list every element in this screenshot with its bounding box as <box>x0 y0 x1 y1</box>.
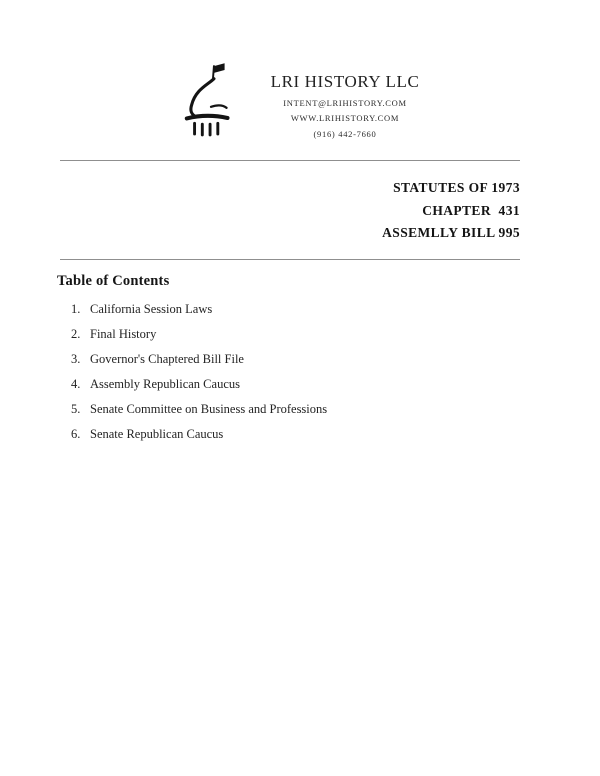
toc-item-number: 1. <box>71 302 81 316</box>
company-contact-block <box>271 58 420 139</box>
toc-item-label: Senate Republican Caucus <box>90 427 224 441</box>
toc-item <box>71 403 327 416</box>
divider-top <box>60 160 520 161</box>
company-email: INTENT@LRIHISTORY.COM <box>283 97 407 108</box>
toc-item <box>71 303 327 316</box>
toc-item-label: Assembly Republican Caucus <box>90 377 240 391</box>
toc-item-number: 5. <box>71 402 81 416</box>
company-website: WWW.LRIHISTORY.COM <box>290 113 400 123</box>
toc-item-label: Final History <box>90 327 157 341</box>
bill-line: ASSEMLLY BILL 995 <box>382 225 520 240</box>
toc-list <box>71 303 327 453</box>
statute-title-block <box>382 177 520 245</box>
toc-item <box>71 353 327 366</box>
letterhead <box>0 58 600 140</box>
toc-item <box>71 328 327 341</box>
toc-item-number: 2. <box>71 327 81 341</box>
toc-item <box>71 428 327 441</box>
toc-item-label: California Session Laws <box>90 302 213 316</box>
company-phone: (916) 442-7660 <box>313 128 377 139</box>
company-name: LRI HISTORY LLC <box>270 72 420 91</box>
statutes-line: STATUTES OF 1973 <box>393 180 520 195</box>
chapter-line: CHAPTER 431 <box>422 202 520 218</box>
toc-item-number: 4. <box>71 377 81 391</box>
toc-item-label: Governor's Chaptered Bill File <box>90 352 244 366</box>
toc-item-label: Senate Committee on Business and Professions <box>90 402 328 416</box>
toc-item-number: 6. <box>71 427 81 441</box>
capitol-logo-icon <box>181 62 243 140</box>
toc-heading: Table of Contents <box>57 273 170 289</box>
toc-item <box>71 378 327 391</box>
divider-middle <box>60 259 520 260</box>
toc-item-number: 3. <box>71 352 81 366</box>
